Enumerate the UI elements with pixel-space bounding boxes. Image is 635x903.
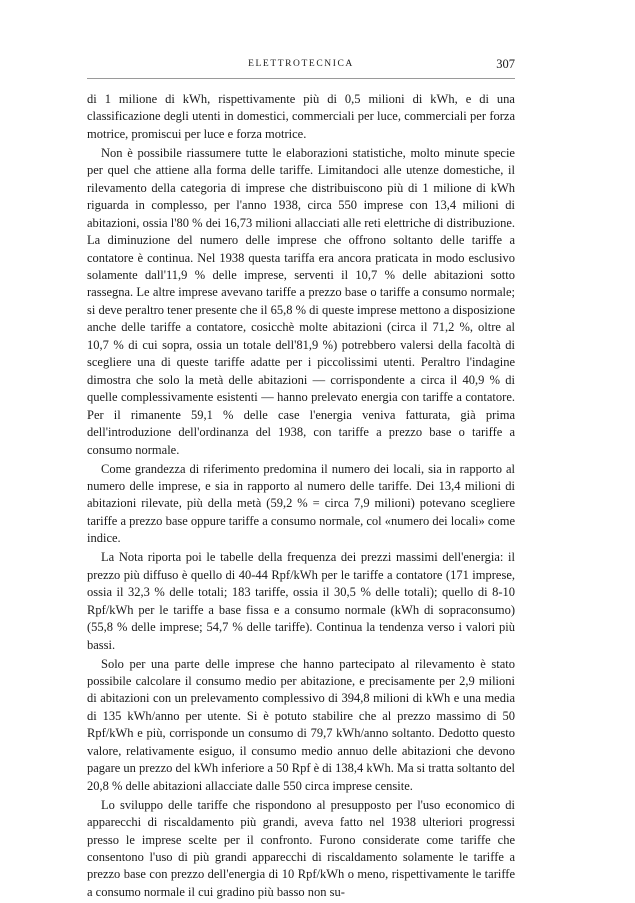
paragraph-5: Solo per una parte delle imprese che hanno partecipato al rilevamento è stato possibile calcolare il consumo medio per abitazione, e precisamente per 2,9 milioni di abitazioni con un prelevamento complessivo di 394,8 milioni di kWh e una media di 135 kWh/anno per utente. Si è potuto stabilire che al prezzo massimo di 50 Rpf/kWh e più, corrisponde un consumo di 79,7 kWh/anno soltanto. Dedotto questo valore, relativamente esiguo, il consumo medio annuo delle abitazioni che devono pagare un prezzo del kWh inferiore a 50 Rpf è di 138,4 kWh. Ma si tratta soltanto del 20,8 % delle abitazioni allacciate dalle 550 circa imprese censite. [87, 656, 515, 793]
paragraph-6: Lo sviluppo delle tariffe che rispondono al presupposto per l'uso economico di apparecchi di riscaldamento più grandi, aveva fatto nel 1938 ulteriori progressi presso le imprese scelte per il confronto. Furono considerate come tariffe che consentono l'uso di più grandi apparecchi di riscaldamento solamente le tariffe a prezzo base con prezzo dell'energia di 10 Rpf/kWh o meno, rispettivamente le tariffe a consumo normale il cui gradino più basso non su- [87, 797, 515, 899]
running-head-title: ELETTROTECNICA [248, 59, 354, 69]
paragraph-4: La Nota riporta poi le tabelle della frequenza dei prezzi massimi dell'energia: il prezzo più diffuso è quello di 40-44 Rpf/kWh per le tariffe a contatore (171 imprese, ossia il 32,3 % delle totali; 183 tariffe, ossia il 30,5 % delle totali); quello di 8-10 Rpf/kWh per le tariffe a base fissa e a consumo normale (kWh di sopraconsumo) (55,8 % delle imprese; 54,7 % delle tariffe). Continua la tendenza verso i valori più bassi. [87, 550, 515, 652]
paragraph-1: di 1 milione di kWh, rispettivamente più di 0,5 milioni di kWh, e di una classificazione degli utenti in domestici, commerciali per luce, commerciali per forza motrice, promiscui per luce e forza motrice. [87, 92, 515, 141]
body-text [87, 91, 515, 903]
header-rule [87, 78, 515, 79]
paragraph-3: Come grandezza di riferimento predomina il numero dei locali, sia in rapporto al numero delle imprese, e sia in rapporto al numero delle tariffe. Dei 13,4 milioni di abitazioni rilevate, più della metà (59,2 % = circa 7,9 milioni) potevano scegliere tariffe a prezzo base oppure tariffe a consumo normale, col «numero dei locali» come indice. [87, 461, 515, 546]
page-number: 307 [496, 57, 515, 71]
running-header [87, 57, 515, 77]
paragraph-2: Non è possibile riassumere tutte le elaborazioni statistiche, molto minute specie per quel che attiene alla forma delle tariffe. Limitandoci alle utenze domestiche, il rilevamento della categoria di imprese che distribuiscono più di 1 milione di kWh riguarda in complesso, per l'anno 1938, circa 550 imprese con 13,4 milioni di abitazioni, ossia l'80 % dei 16,73 milioni allacciati alle reti elettriche di distribuzione. La diminuzione del numero delle imprese che offrono soltanto delle tariffe a contatore è continua. Nel 1938 questa tariffa era ancora praticata in modo esclusivo solamente dall'11,9 % delle imprese, serventi il 10,7 % delle abitazioni sotto rassegna. Le altre imprese avevano tariffe a prezzo base o tariffe a consumo normale; si deve peraltro tener presente che il 65,8 % di queste imprese mettono a disposizione anche delle tariffe a contatore, cosicchè molte abitazioni (circa il 71,2 %, oltre al 10,7 % di cui sopra, ossia un totale dell'81,9 %) potrebbero valersi della facoltà di scegliere una di queste tariffe adatte per i piccolissimi utenti. Peraltro l'indagine dimostra che solo la metà delle abitazioni — corrispondente a circa il 40,9 % di quelle complessivamente esistenti — hanno prelevato energia con tariffe a contatore. Per il rimanente 59,1 % delle case l'energia veniva fatturata, già prima dell'introduzione dell'ordinanza del 1938, con tariffe a prezzo base o tariffe a consumo normale. [87, 145, 515, 457]
